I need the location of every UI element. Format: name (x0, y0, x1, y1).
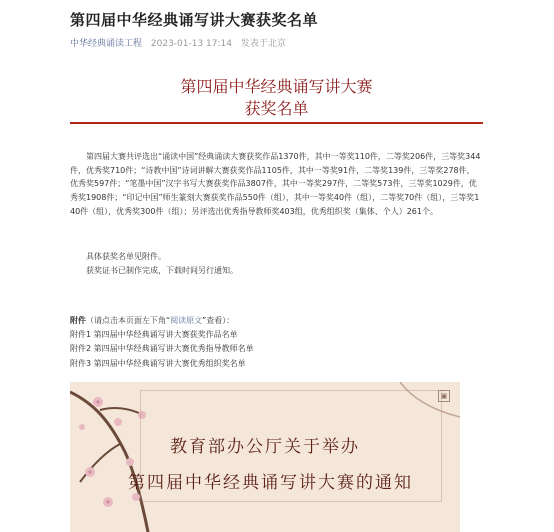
attachment-item-1: 附件1 第四届中华经典诵写讲大赛获奖作品名单 (70, 330, 238, 340)
image-corner-icon: ▣ (438, 390, 450, 402)
document-heading-line1: 第四届中华经典诵写讲大赛 (180, 77, 373, 96)
banner-title-line2: 第四届中华经典诵写讲大赛的通知 (128, 473, 413, 493)
article-meta (70, 36, 292, 49)
attachment-item-2: 附件2 第四届中华经典诵写讲大赛优秀指导教师名单 (70, 344, 254, 354)
account-name-link[interactable]: 中华经典诵读工程 (70, 39, 143, 49)
publish-datetime: 2023-01-13 17:14 (150, 39, 232, 49)
attachment-item-3: 附件3 第四届中华经典诵写讲大赛优秀组织奖名单 (70, 358, 246, 368)
body-paragraph-1: 第四届大赛共评选出“诵读中国”经典诵读大赛获奖作品1370件，其中一等奖110件，二等奖206件，三等奖344件，优秀奖710件；“诗教中国”诗词讲解大赛获奖作品1105件，其中一等奖91件，二等奖139件，三等奖278件，优秀奖597件；“笔墨中国”汉字书写大赛获奖作品3807件，其中一等奖297件，二等奖573件，三等奖1029件，优秀奖1908件；“印记中国”师生篆刻大赛获奖作品550件（组），其中一等奖40件（组），二等奖70件（组），三等奖140件（组），优秀奖300件（组）；另评选出优秀指导教师奖403组，优秀组织奖（集体、个人）261个。 (70, 152, 481, 216)
heading-divider (70, 122, 483, 124)
banner-title-line1: 教育部办公厅关于举办 (170, 437, 360, 457)
attachments-hint-suffix: ”查看）： (202, 316, 235, 325)
attachments-header (70, 314, 254, 328)
attachments-hint-prefix: （请点击本页面左下角“ (86, 316, 171, 325)
publish-location: 发表于北京 (240, 39, 286, 49)
attachments-section (70, 314, 254, 371)
body-paragraph-3: 获奖证书已制作完成，下载时间另行通知。 (86, 266, 238, 275)
notice-banner-image (70, 382, 460, 532)
attachments-lead: 附件 (70, 316, 86, 325)
read-original-link[interactable]: 阅读原文 (170, 316, 203, 325)
article-title: 第四届中华经典诵写讲大赛获奖名单 (70, 11, 319, 29)
body-paragraph-2: 具体获奖名单见附件。 (86, 252, 166, 261)
document-heading-line2: 获奖名单 (244, 99, 309, 118)
